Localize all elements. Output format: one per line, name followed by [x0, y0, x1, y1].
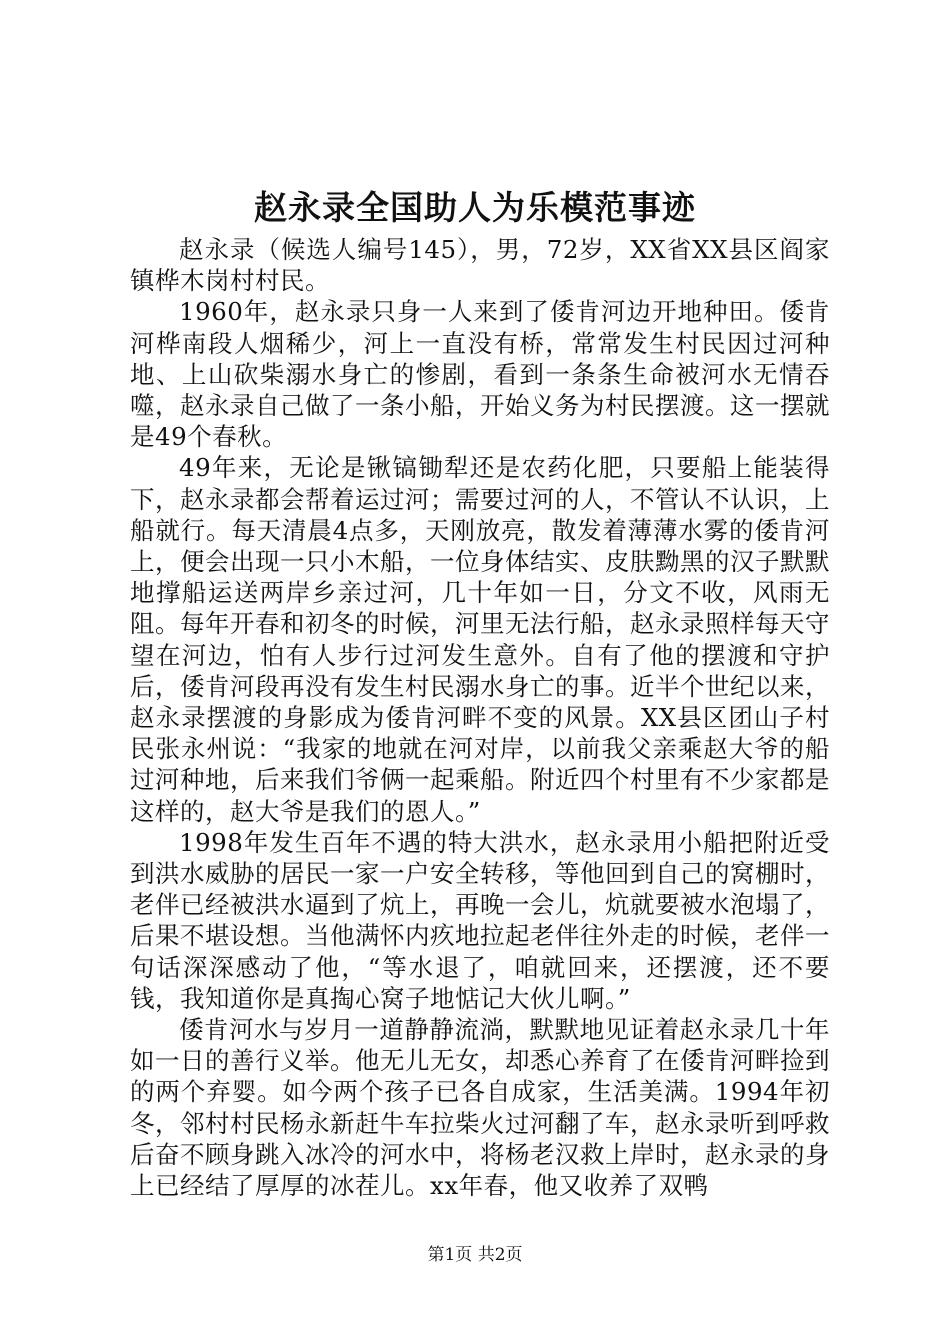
document-body — [130, 234, 830, 1201]
page-footer: 第1页 共2页 — [427, 1245, 523, 1265]
paragraph-4: 1998年发生百年不遇的特大洪水，赵永录用小船把附近受到洪水威胁的居民一家一户安全转移，等他回到自己的窝棚时，老伴已经被洪水逼到了炕上，再晚一会儿，炕就要被水泡塌了，后果不堪设想。当他满怀内疚地拉起老伴往外走的时候，老伴一句话深深感动了他，“等水退了，咱就回来，还摆渡，还不要钱，我知道你是真掏心窝子地惦记大伙儿啊。” — [130, 827, 830, 1013]
paragraph-2: 1960年，赵永录只身一人来到了倭肯河边开地种田。倭肯河桦南段人烟稀少，河上一直没有桥，常常发生村民因过河种地、上山砍柴溺水身亡的惨剧，看到一条条生命被河水无情吞噬，赵永录自己做了一条小船，开始义务为村民摆渡。这一摆就是49个春秋。 — [130, 297, 830, 452]
paragraph-1: 赵永录（候选人编号145），男，72岁，XX省XX县区阎家镇桦木岗村村民。 — [130, 235, 830, 296]
document-title: 赵永录全国助人为乐模范事迹 — [254, 188, 696, 227]
paragraph-3: 49年来，无论是锹镐锄犁还是农药化肥，只要船上能装得下，赵永录都会帮着运过河；需要过河的人，不管认不认识，上船就行。每天清晨4点多，天刚放亮，散发着薄薄水雾的倭肯河上，便会出现一只小木船，一位身体结实、皮肤黝黑的汉子默默地撑船运送两岸乡亲过河，几十年如一日，分文不收，风雨无阻。每年开春和初冬的时候，河里无法行船，赵永录照样每天守望在河边，怕有人步行过河发生意外。自有了他的摆渡和守护后，倭肯河段再没有发生村民溺水身亡的事。近半个世纪以来，赵永录摆渡的身影成为倭肯河畔不变的风景。XX县区团山子村民张永州说：“我家的地就在河对岸，以前我父亲乘赵大爷的船过河种地，后来我们爷俩一起乘船。附近四个村里有不少家都是这样的，赵大爷是我们的恩人。” — [130, 453, 830, 826]
paragraph-5: 倭肯河水与岁月一道静静流淌，默默地见证着赵永录几十年如一日的善行义举。他无儿无女，却悉心养育了在倭肯河畔捡到的两个弃婴。如今两个孩子已各自成家，生活美满。1994年初冬，邻村村民杨永新赶牛车拉柴火过河翻了车，赵永录听到呼救后奋不顾身跳入冰冷的河水中，将杨老汉救上岸时，赵永录的身上已经结了厚厚的冰茬儿。xx年春，他又收养了双鸭 — [130, 1015, 830, 1201]
